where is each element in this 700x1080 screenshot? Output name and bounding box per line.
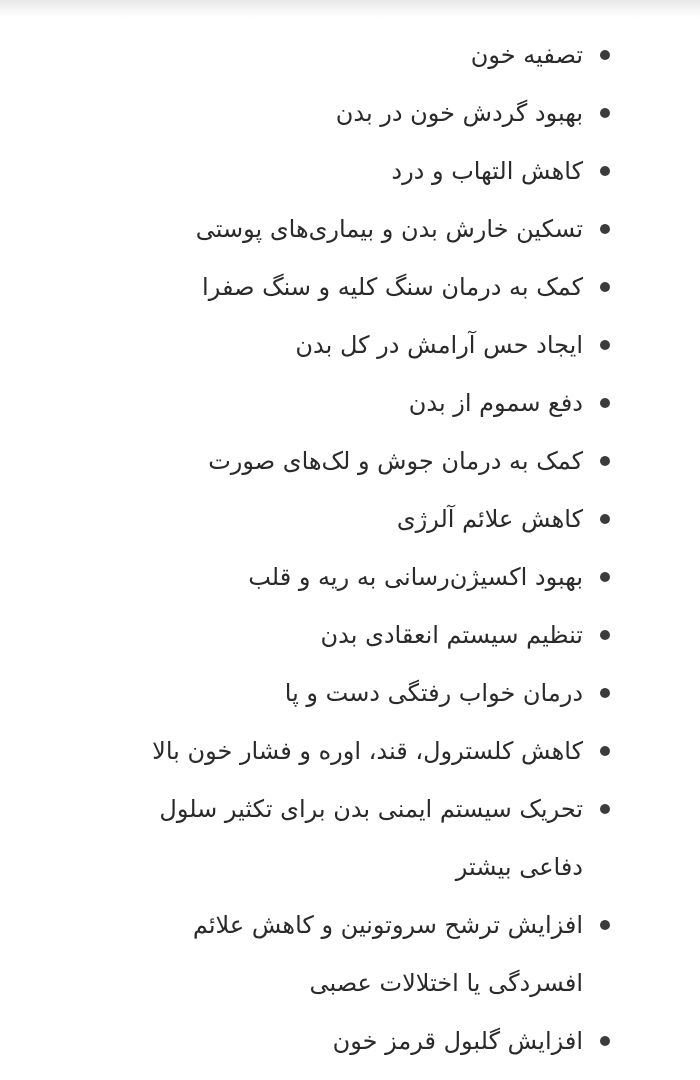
list-item-text: کاهش علائم آلرژی bbox=[396, 505, 583, 533]
list-item bbox=[0, 84, 700, 142]
list-item-text: بهبود اکسیژن‌رسانی به ریه و قلب bbox=[248, 563, 583, 591]
list-item-text-continuation: افسردگی یا اختلالات عصبی bbox=[309, 969, 583, 997]
bullet-icon bbox=[600, 282, 610, 292]
list-item bbox=[0, 200, 700, 258]
bullet-icon bbox=[600, 688, 610, 698]
bullet-icon bbox=[600, 746, 610, 756]
list-item-text: تسکین خارش بدن و بیماری‌های پوستی bbox=[195, 215, 583, 243]
list-item bbox=[0, 664, 700, 722]
list-item bbox=[0, 548, 700, 606]
list-item-text: کاهش التهاب و درد bbox=[391, 157, 583, 185]
list-item bbox=[0, 606, 700, 664]
bullet-icon bbox=[600, 1036, 610, 1046]
bullet-icon bbox=[600, 804, 610, 814]
bullet-icon bbox=[600, 108, 610, 118]
list-item-text-continuation: دفاعی بیشتر bbox=[455, 853, 583, 881]
list-item-text: تحریک سیستم ایمنی بدن برای تکثیر سلول bbox=[159, 795, 583, 823]
bullet-icon bbox=[600, 340, 610, 350]
bullet-icon bbox=[600, 398, 610, 408]
list-item bbox=[0, 26, 700, 84]
list-item bbox=[0, 1012, 700, 1070]
bullet-icon bbox=[600, 572, 610, 582]
bullet-icon bbox=[600, 224, 610, 234]
list-item bbox=[0, 316, 700, 374]
list-item bbox=[0, 722, 700, 780]
list-item-text: درمان خواب رفتگی دست و پا bbox=[284, 679, 583, 707]
list-item-text: افزایش گلبول قرمز خون bbox=[332, 1027, 583, 1055]
list-item bbox=[0, 432, 700, 490]
list-item bbox=[0, 490, 700, 548]
bullet-icon bbox=[600, 920, 610, 930]
list-item-text: کمک به درمان سنگ کلیه و سنگ صفرا bbox=[202, 273, 583, 301]
list-item bbox=[0, 780, 700, 896]
list-item-text: تنظیم سیستم انعقادی بدن bbox=[320, 621, 583, 649]
benefits-list bbox=[0, 26, 700, 1070]
list-item bbox=[0, 258, 700, 316]
bullet-icon bbox=[600, 166, 610, 176]
list-item-text: افزایش ترشح سروتونین و کاهش علائم bbox=[192, 911, 583, 939]
list-item bbox=[0, 142, 700, 200]
list-item-text: دفع سموم از بدن bbox=[408, 389, 583, 417]
list-item bbox=[0, 374, 700, 432]
bullet-icon bbox=[600, 456, 610, 466]
list-item-text: کمک به درمان جوش و لک‌های صورت bbox=[208, 447, 583, 475]
list-item-text: ایجاد حس آرامش در کل بدن bbox=[295, 331, 583, 359]
list-item-text: تصفیه خون bbox=[470, 41, 583, 69]
list-item-text: بهبود گردش خون در بدن bbox=[335, 99, 583, 127]
bullet-icon bbox=[600, 630, 610, 640]
bullet-icon bbox=[600, 514, 610, 524]
bullet-icon bbox=[600, 50, 610, 60]
list-item-text: کاهش کلسترول، قند، اوره و فشار خون بالا bbox=[152, 737, 583, 765]
list-item bbox=[0, 896, 700, 1012]
